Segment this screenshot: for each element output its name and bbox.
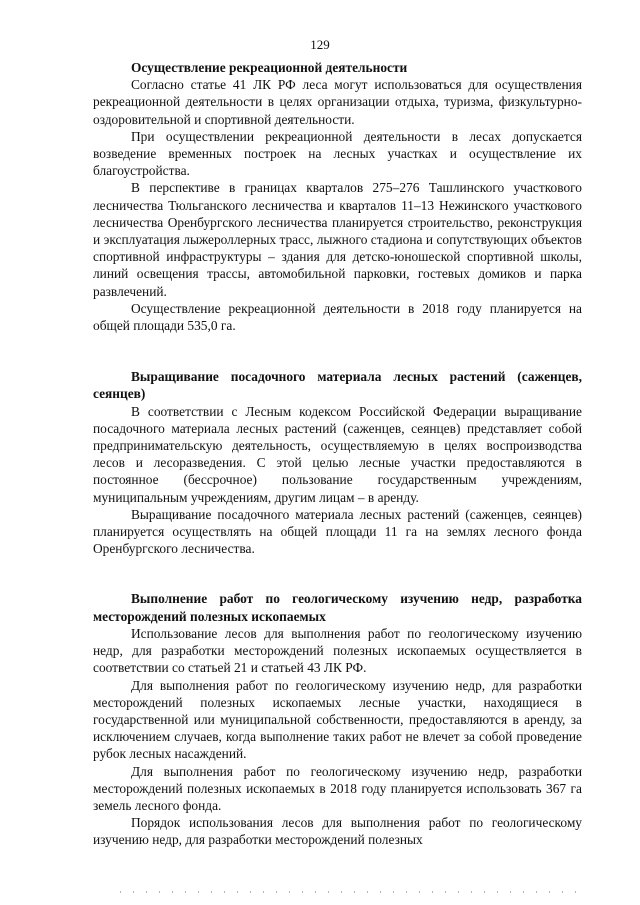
section-recreation bbox=[93, 59, 582, 334]
paragraph: В соответствии с Лесным кодексом Российской Федерации выращивание посадочного материала лесных растений (саженцев, сеянцев) представляет собой предпринимательскую деятельность, осуществляемую в целях воспроизводства лесов и лесоразведения. С этой целью лесные участки предоставляются в постоянное (бессрочное) пользование государственным учреждениям, муниципальным учреждениям, другим лицам – в аренду. bbox=[93, 403, 582, 505]
paragraph: При осуществлении рекреационной деятельности в лесах допускается возведение временных построек на лесных участках и осуществление их благоустройства. bbox=[93, 128, 582, 179]
scan-artifact-line bbox=[120, 891, 580, 893]
paragraph: Для выполнения работ по геологическому изучению недр, разработки месторождений полезных ископаемых в 2018 году планируется использовать 367 га земель лесного фонда. bbox=[93, 763, 582, 813]
section-geology bbox=[93, 590, 582, 848]
paragraph: Использование лесов для выполнения работ по геологическому изучению недр, для разработки месторождений полезных ископаемых осуществляется в соответствии со статьей 21 и статьей 43 ЛК РФ. bbox=[93, 625, 582, 676]
page-number: 129 bbox=[310, 37, 330, 52]
section-planting bbox=[93, 368, 582, 557]
section-heading-planting: Выращивание посадочного материала лесных растений (саженцев, сеянцев) bbox=[93, 369, 582, 402]
paragraph: Согласно статье 41 ЛК РФ леса могут использоваться для осуществления рекреационной деятельности в целях организации отдыха, туризма, физкультурно-оздоровительной и спортивной деятельности. bbox=[93, 77, 582, 127]
section-heading-recreation: Осуществление рекреационной деятельности bbox=[131, 60, 408, 75]
paragraph: Для выполнения работ по геологическому изучению недр, для разработки месторождений полезных ископаемых лесные участки, находящиеся в государственной или муниципальной собственности, предоставляются в аренду, за исключением случаев, когда выполнение таких работ не влечет за собой проведение рубок лесных насаждений. bbox=[93, 677, 582, 762]
paragraph: Порядок использования лесов для выполнения работ по геологическому изучению недр, для разработки месторождений полезных bbox=[93, 815, 582, 848]
paragraph: Выращивание посадочного материала лесных растений (саженцев, сеянцев) планируется осуществлять на общей площади 11 га на землях лесного фонда Оренбургского лесничества. bbox=[93, 506, 582, 557]
document-body bbox=[93, 59, 582, 849]
paragraph: Осуществление рекреационной деятельности в 2018 году планируется на общей площади 535,0 га. bbox=[93, 300, 582, 334]
section-heading-geology: Выполнение работ по геологическому изучению недр, разработка месторождений полезных ископаемых bbox=[93, 591, 582, 624]
paragraph: В перспективе в границах кварталов 275–276 Ташлинского участкового лесничества Тюльганского лесничества и кварталов 11–13 Нежинского участкового лесничества Оренбургского лесничества планируется строительство, реконструкция и эксплуатация лыжероллерных трасс, лыжного стадиона и сопутствующих объектов спортивной инфраструктуры – здания для детско-юношеской спортивной школы, линий освещения трассы, автомобильной парковки, гостевых домиков и парка развлечений. bbox=[93, 180, 582, 299]
